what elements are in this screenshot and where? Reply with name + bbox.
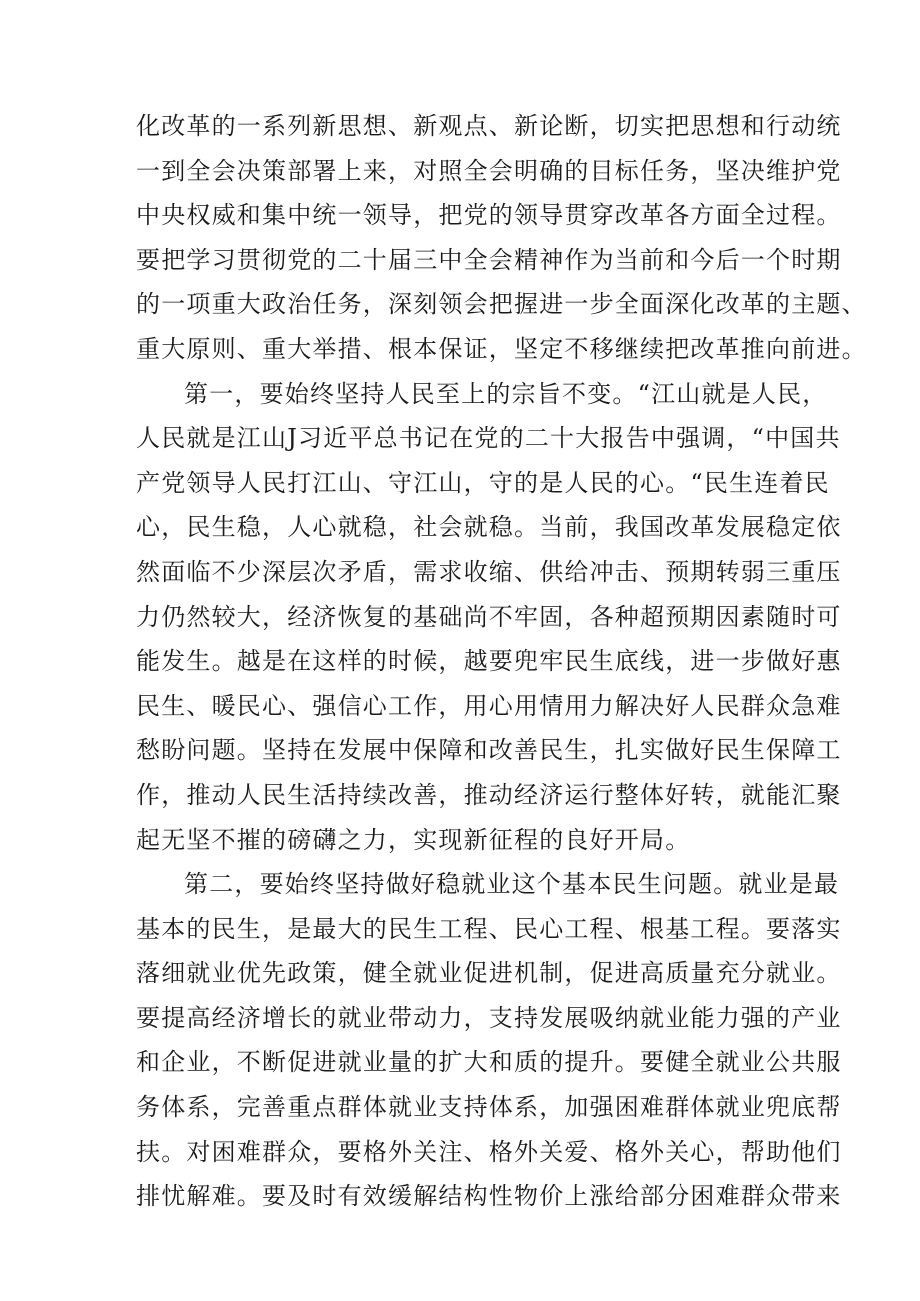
text-line: 愁盼问题。坚持在发展中保障和改善民生，扎实做好民生保障工 — [136, 736, 842, 765]
text-line: 能发生。越是在这样的时候，越要兜牢民生底线，进一步做好惠 — [136, 647, 842, 676]
text-line: 作，推动人民生活持续改善，推动经济运行整体好转，就能汇聚 — [136, 780, 842, 809]
text-line: 产党领导人民打江山、守江山，守的是人民的心。“民生连着民 — [136, 468, 830, 497]
text-line: 一到全会决策部署上来，对照全会明确的目标任务，坚决维护党 — [136, 156, 842, 185]
text-line: 力仍然较大，经济恢复的基础尚不牢固，各种超预期因素随时可 — [136, 602, 842, 631]
paragraph-start-line: 第二，要始终坚持做好稳就业这个基本民生问题。就业是最 — [184, 870, 840, 899]
text-line: 排忧解难。要及时有效缓解结构性物价上涨给部分困难群众带来 — [136, 1182, 842, 1211]
document-body — [136, 104, 867, 1219]
text-line: 扶。对困难群众，要格外关注、格外关爱、格外关心，帮助他们 — [136, 1137, 842, 1166]
text-line: 化改革的一系列新思想、新观点、新论断，切实把思想和行动统 — [136, 112, 842, 140]
text-line: 务体系，完善重点群体就业支持体系，加强困难群体就业兜底帮 — [136, 1093, 842, 1122]
text-line: 重大原则、重大举措、根本保证，坚定不移继续把改革推向前进。 — [136, 334, 867, 363]
text-line: 基本的民生，是最大的民生工程、民心工程、根基工程。要落实 — [136, 914, 842, 943]
text-line: 然面临不少深层次矛盾，需求收缩、供给冲击、预期转弱三重压 — [136, 557, 842, 586]
text-line: 人民就是江山J习近平总书记在党的二十大报告中强调，“中国共 — [136, 424, 841, 453]
text-line: 起无坚不摧的磅礴之力，实现新征程的良好开局。 — [136, 825, 691, 854]
text-line: 和企业，不断促进就业量的扩大和质的提升。要健全就业公共服 — [136, 1048, 842, 1077]
paragraph-start-line: 第一，要始终坚持人民至上的宗旨不变。“江山就是人民， — [184, 379, 828, 408]
text-line: 要提高经济增长的就业带动力，支持发展吸纳就业能力强的产业 — [136, 1003, 842, 1032]
text-line: 中央权威和集中统一领导，把党的领导贯穿改革各方面全过程。 — [136, 201, 842, 230]
text-line: 心，民生稳，人心就稳，社会就稳。当前，我国改革发展稳定依 — [136, 513, 842, 542]
text-line: 落细就业优先政策，健全就业促进机制，促进高质量充分就业。 — [136, 959, 842, 988]
text-line: 的一项重大政治任务，深刻领会把握进一步全面深化改革的主题、 — [136, 290, 867, 319]
text-line: 要把学习贯彻党的二十届三中全会精神作为当前和今后一个时期 — [136, 245, 842, 274]
text-line: 民生、暖民心、强信心工作，用心用情用力解决好人民群众急难 — [136, 691, 842, 720]
